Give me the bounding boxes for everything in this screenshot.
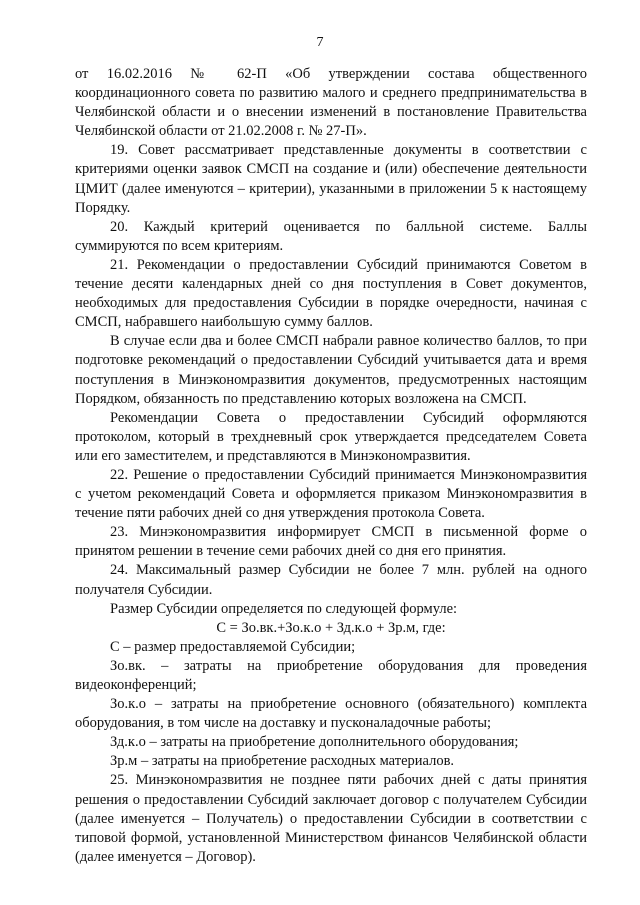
paragraph-14: Зо.к.о – затраты на приобретение основного (обязательного) комплекта оборудования, в том числе на доставку и пусконаладочные работы; <box>75 696 587 732</box>
paragraph-16: Зр.м – затраты на приобретение расходных материалов. <box>110 753 455 770</box>
paragraph-6: Рекомендации Совета о предоставлении Субсидий оформляются протоколом, который в трехдневный срок утверждается председателем Совета или его заместителем, и представляются в Минэкономразвития. <box>75 409 587 464</box>
paragraph-8: 23. Минэкономразвития информирует СМСП в письменной форме о принятом решении в течение семи рабочих дней со дня его принятия. <box>75 524 587 560</box>
paragraph-10: Размер Субсидии определяется по следующей формуле: <box>110 600 458 617</box>
paragraph-15: Зд.к.о – затраты на приобретение дополнительного оборудования; <box>110 734 519 751</box>
paragraph-5: В случае если два и более СМСП набрали равное количество баллов, то при подготовке рекомендаций о предоставлении Субсидий учитывается дата и время поступления в Минэкономразвития документов, предусмотренных настоящим Порядком, обязанность по представлению которых возложена на СМСП. <box>75 333 587 407</box>
paragraph-3: 20. Каждый критерий оценивается по балльной системе. Баллы суммируются по всем критериям. <box>75 218 587 254</box>
paragraph-9: 24. Максимальный размер Субсидии не более 7 млн. рублей на одного получателя Субсидии. <box>75 562 587 598</box>
paragraph-1: от 16.02.2016 № 62-П «Об утверждении состава общественного координационного совета по развитию малого и среднего предпринимательства в Челябинской области и о внесении изменений в постановление Правительства Челябинской области от 21.02.2008 г. № 27-П». <box>75 66 587 140</box>
paragraph-4: 21. Рекомендации о предоставлении Субсидий принимаются Советом в течение десяти календарных дней со дня поступления в Совет документов, необходимых для предоставления Субсидии в порядке очередности, начиная с СМСП, набравшего наибольшую сумму баллов. <box>75 256 587 331</box>
paragraph-11: С = Зо.вк.+Зо.к.о + Зд.к.о + Зр.м, где: <box>216 619 446 636</box>
page-number: 7 <box>316 35 324 50</box>
paragraph-12: С – размер предоставляемой Субсидии; <box>110 638 356 655</box>
paragraph-13: Зо.вк. – затраты на приобретение оборудования для проведения видеоконференций; <box>75 657 587 693</box>
paragraph-17: 25. Минэкономразвития не позднее пяти рабочих дней с даты принятия решения о предоставлении Субсидий заключает договор с получателем Субсидии (далее именуется – Получатель) о предоставлении Субсидии в соответствии с типовой формой, установленной Министерством финансов Челябинской области (далее именуется – Договор). <box>75 772 587 865</box>
document-body <box>75 65 587 867</box>
paragraph-7: 22. Решение о предоставлении Субсидий принимается Минэкономразвития с учетом рекомендаций Совета и оформляется приказом Минэкономразвития в течение пяти рабочих дней со дня утверждения протокола Совета. <box>75 466 587 522</box>
paragraph-2: 19. Совет рассматривает представленные документы в соответствии с критериями оценки заявок СМСП на создание и (или) обеспечение деятельности ЦМИТ (далее именуются – критерии), указанными в приложении 5 к настоящему Порядку. <box>75 142 587 216</box>
